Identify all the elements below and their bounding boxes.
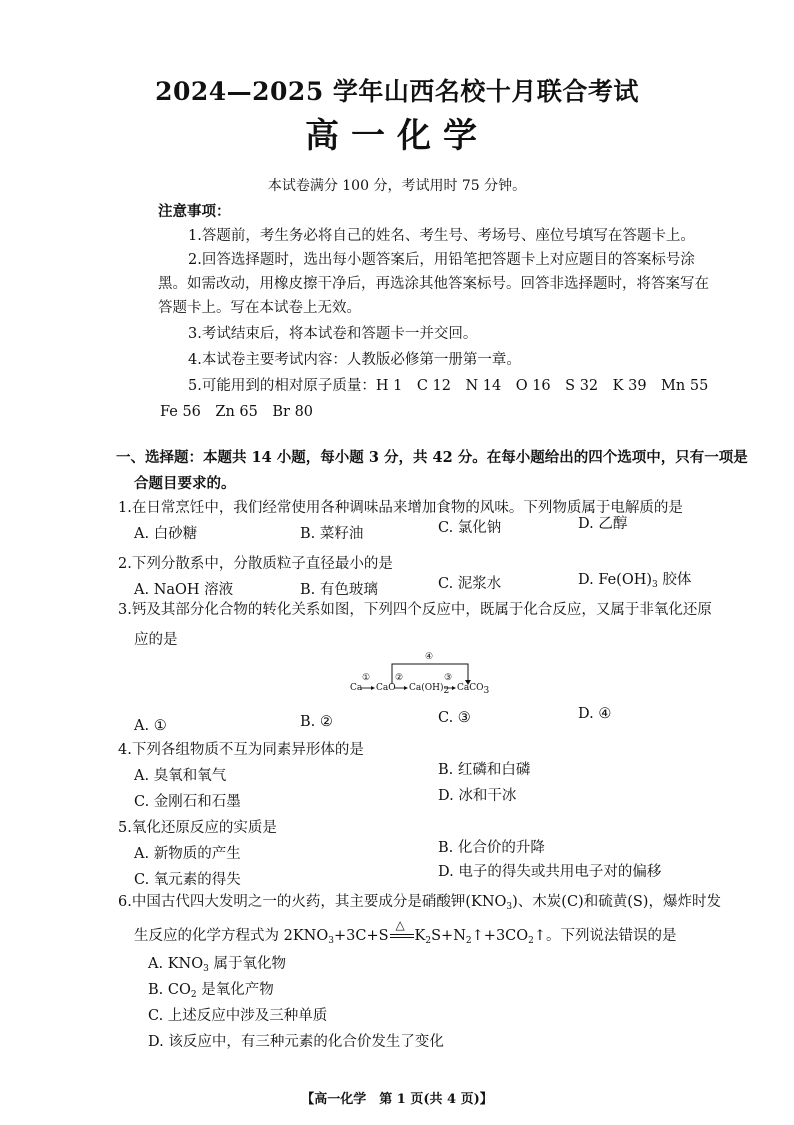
q6-option-a: A. $KNO_3$ 属于氧化物 [148, 956, 286, 974]
q3-stem: 3.钙及其部分化合物的转化关系如图，下列四个反应中，既属于化合反应，又属于非氧化还原 [118, 602, 712, 618]
q4-option-b: B. 红磷和白磷 [438, 762, 531, 778]
q5-option-a: A. 新物质的产生 [134, 846, 241, 862]
species-caoh2: $Ca(OH)_2$ [409, 683, 450, 696]
calcium-conversion-diagram [350, 654, 500, 698]
q4-option-c: C. 金刚石和石墨 [134, 794, 241, 810]
q2-option-d: D. $Fe(OH)_3$ 胶体 [578, 572, 692, 590]
reaction-3-label: ③ [444, 673, 453, 683]
heat-symbol: △ [395, 918, 405, 932]
q4-option-d: D. 冰和干冰 [438, 788, 517, 804]
q6-equation-line: 生反应的化学方程式为 $2KNO_3+3C+S$ △ $K_2S+N_2↑+3CO_2↑$。下列说法错误的是 [134, 926, 677, 946]
q6-option-b: B. $CO_2$ 是氧化产物 [148, 982, 274, 1000]
q5-option-d: D. 电子的得失或共用电子对的偏移 [438, 864, 662, 880]
q3-option-a: A. ① [134, 718, 167, 734]
notes-heading: 注意事项： [158, 203, 231, 220]
page-footer: 【高一化学 第 1 页(共 4 页)】 [301, 1092, 493, 1107]
reaction-2-label: ② [395, 673, 404, 683]
species-ca: Ca [350, 683, 363, 693]
q1-option-d: D. 乙醇 [578, 516, 628, 532]
q6-option-d: D. 该反应中，有三种元素的化合价发生了变化 [148, 1034, 444, 1050]
q4-stem: 4.下列各组物质不互为同素异形体的是 [118, 742, 364, 758]
note-2a: 2.回答选择题时，选出每小题答案后，用铅笔把答题卡上对应题目的答案标号涂 [188, 252, 695, 268]
q5-option-c: C. 氧元素的得失 [134, 872, 241, 888]
q2-option-c: C. 泥浆水 [438, 576, 502, 592]
exam-info: 本试卷满分 100 分，考试用时 75 分钟。 [267, 178, 527, 194]
q1-stem: 1.在日常烹饪中，我们经常使用各种调味品来增加食物的风味。下列物质属于电解质的是 [118, 500, 683, 516]
section-1-heading-cont: 合题目要求的。 [134, 475, 236, 492]
species-caco3: CaCO$_3$ [457, 683, 490, 696]
note-5a: 5.可能用到的相对原子质量：H 1 C 12 N 14 O 16 S 32 K 39 Mn 55 [188, 378, 709, 394]
q5-option-b: B. 化合价的升降 [438, 840, 545, 856]
note-5b: Fe 56 Zn 65 Br 80 [160, 404, 314, 420]
exam-title: 2024—2025 学年山西名校十月联合考试 [155, 77, 639, 106]
reaction-4-label: ④ [425, 652, 434, 662]
note-3: 3.考试结束后，将本试卷和答题卡一并交回。 [188, 326, 478, 342]
q5-stem: 5.氧化还原反应的实质是 [118, 820, 277, 836]
q3-option-d: D. ④ [578, 706, 612, 722]
reaction-condition-arrow [389, 918, 415, 946]
q1-option-b: B. 菜籽油 [300, 526, 364, 542]
q2-option-a: A. NaOH 溶液 [134, 582, 234, 598]
note-1: 1.答题前，考生务必将自己的姓名、考生号、考场号、座位号填写在答题卡上。 [188, 228, 695, 244]
q2-stem: 2.下列分散系中，分散质粒子直径最小的是 [118, 556, 393, 572]
q6-stem: 6.中国古代四大发明之一的火药，其主要成分是硝酸钾$(KNO_3)$、木炭(C)和硫黄(S)，爆炸时发 [118, 894, 721, 912]
q1-option-c: C. 氯化钠 [438, 520, 502, 536]
q3-option-b: B. ② [300, 714, 333, 730]
q2-option-b: B. 有色玻璃 [300, 582, 378, 598]
q1-option-a: A. 白砂糖 [134, 526, 198, 542]
species-cao: CaO [376, 683, 396, 693]
q4-option-a: A. 臭氧和氧气 [134, 768, 227, 784]
q6-option-c: C. 上述反应中涉及三种单质 [148, 1008, 328, 1024]
note-2c: 答题卡上。写在本试卷上无效。 [158, 300, 361, 316]
note-4: 4.本试卷主要考试内容：人教版必修第一册第一章。 [188, 352, 521, 368]
section-1-heading: 一、选择题：本题共 14 小题，每小题 3 分，共 42 分。在每小题给出的四个选项中，只有一项是 [116, 449, 748, 466]
subject-title: 高一化学 [305, 116, 489, 156]
q3-stem-cont: 应的是 [134, 632, 178, 648]
note-2b: 黑。如需改动，用橡皮擦干净后，再选涂其他答案标号。回答非选择题时，将答案写在 [158, 276, 709, 292]
reaction-1-label: ① [362, 673, 371, 683]
q3-option-c: C. ③ [438, 710, 471, 726]
